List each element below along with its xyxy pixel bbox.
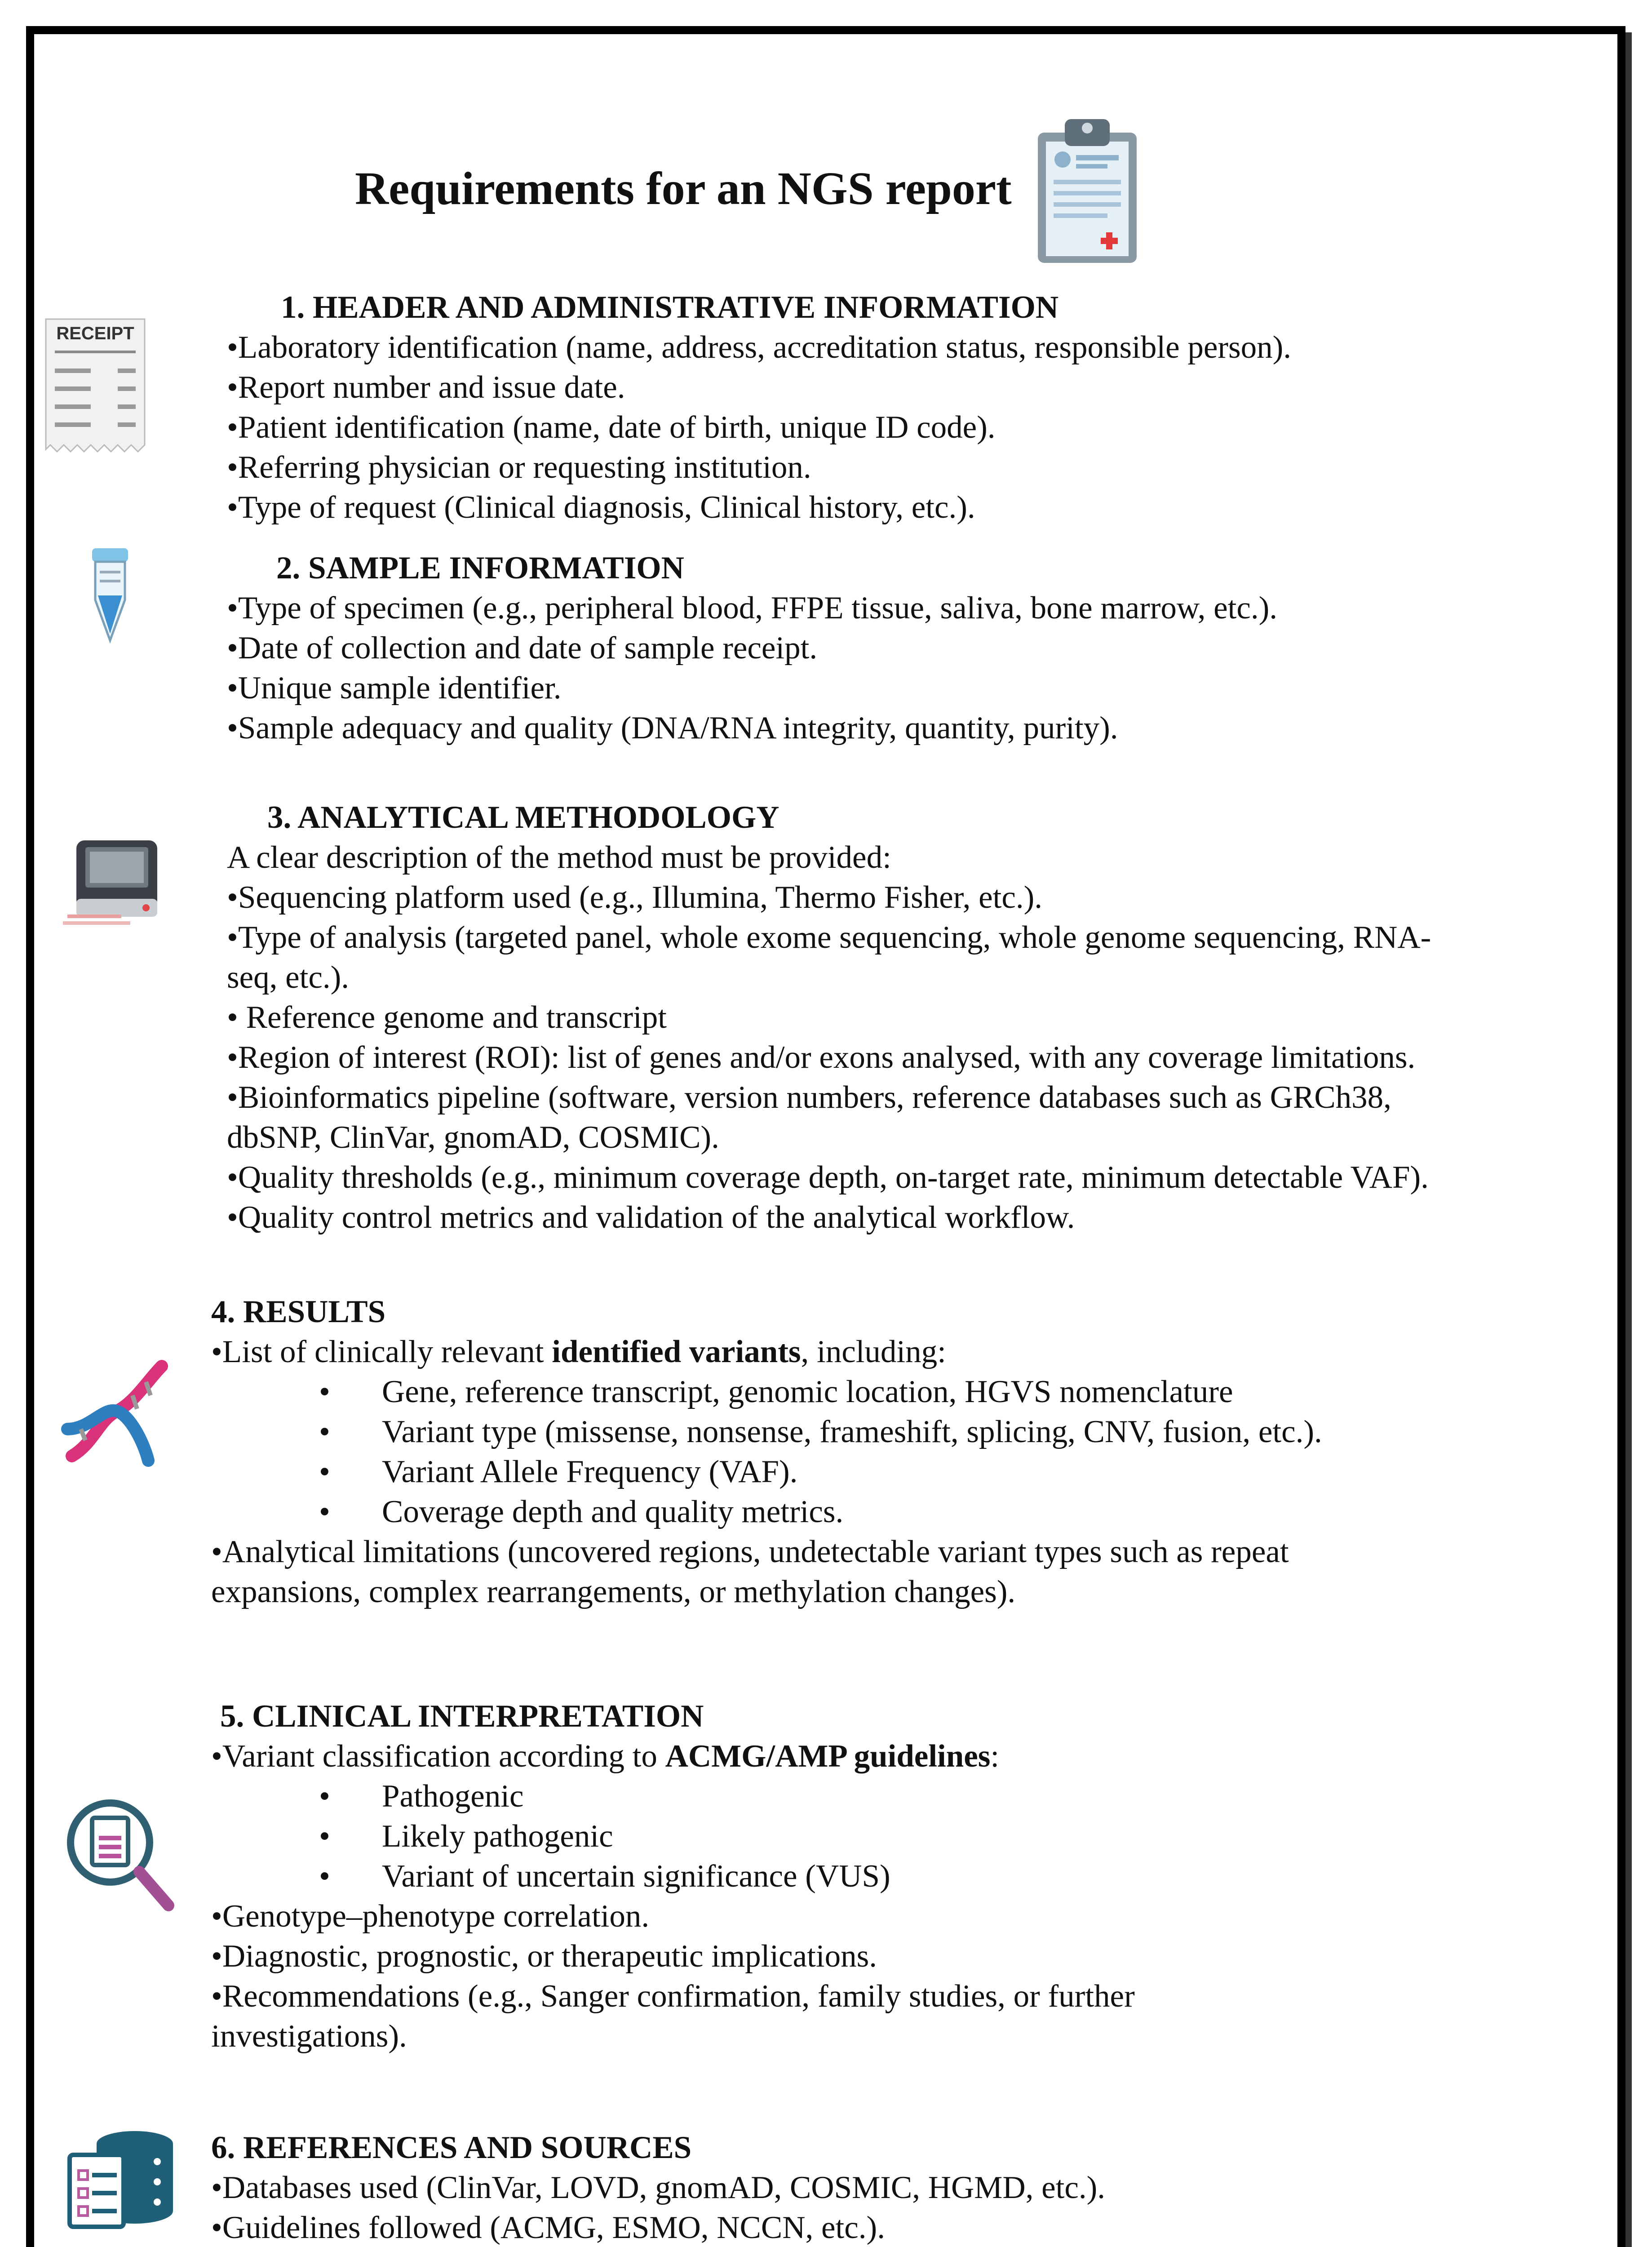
page-title: Requirements for an NGS report (355, 163, 1012, 214)
list-item: dbSNP, ClinVar, gnomAD, COSMIC). (227, 1120, 719, 1155)
list-item: •Report number and issue date. (227, 370, 625, 405)
list-item: • Variant Allele Frequency (VAF). (211, 1452, 1322, 1492)
list-item: • Reference genome and transcript (227, 1000, 667, 1035)
section-methodology (227, 798, 1431, 1238)
receipt-title: RECEIPT (56, 324, 134, 343)
section-5-title: 5. CLINICAL INTERPRETATION (220, 1699, 704, 1734)
sequencer-icon (63, 831, 171, 935)
list-item: • Coverage depth and quality metrics. (211, 1492, 1322, 1532)
interpretation-intro: •Variant classification according to ACMG/AMP guidelines: (211, 1739, 1000, 1774)
list-item: •Sample adequacy and quality (DNA/RNA integrity, quantity, purity). (227, 711, 1118, 746)
section-2-title: 2. SAMPLE INFORMATION (276, 551, 684, 586)
list-item: •Region of interest (ROI): list of genes and/or exons analysed, with any coverage limitations. (227, 1040, 1416, 1075)
list-item: • Pathogenic (211, 1776, 1135, 1816)
list-item: •Patient identification (name, date of birth, unique ID code). (227, 410, 996, 445)
list-item: • Variant of uncertain significance (VUS) (211, 1856, 1135, 1896)
list-item: •Analytical limitations (uncovered regions, undetectable variant types such as repeat (211, 1534, 1289, 1569)
list-item: seq, etc.). (227, 960, 350, 995)
list-item: • Gene, reference transcript, genomic location, HGVS nomenclature (211, 1372, 1322, 1412)
list-item: •Unique sample identifier. (227, 671, 562, 706)
results-intro: •List of clinically relevant identified variants, including: (211, 1334, 946, 1369)
list-item: • Likely pathogenic (211, 1816, 1135, 1856)
list-item: •Date of collection and date of sample receipt. (227, 631, 818, 666)
section-1-title: 1. HEADER AND ADMINISTRATIVE INFORMATION (281, 290, 1059, 325)
clipboard-icon (1029, 115, 1146, 267)
list-item: A clear description of the method must be provided: (227, 840, 891, 875)
receipt-icon (41, 315, 149, 454)
section-references (211, 2128, 1105, 2247)
list-item: •Recommendations (e.g., Sanger confirmation, family studies, or further (211, 1979, 1135, 2014)
list-item: •Bioinformatics pipeline (software, version numbers, reference databases such as GRCh38, (227, 1080, 1391, 1115)
section-4-title: 4. RESULTS (211, 1294, 386, 1329)
section-clinical-interpretation (211, 1696, 1135, 2056)
list-item: •Diagnostic, prognostic, or therapeutic implications. (211, 1939, 877, 1974)
section-6-title: 6. REFERENCES AND SOURCES (211, 2130, 692, 2165)
list-item: •Type of analysis (targeted panel, whole exome sequencing, whole genome sequencing, RNA- (227, 920, 1431, 955)
list-item: •Quality control metrics and validation of the analytical workflow. (227, 1200, 1075, 1235)
list-item: •Genotype–phenotype correlation. (211, 1899, 650, 1934)
list-item: •Type of specimen (e.g., peripheral blood, FFPE tissue, saliva, bone marrow, etc.). (227, 591, 1277, 626)
list-item: • Variant type (missense, nonsense, frameshift, splicing, CNV, fusion, etc.). (211, 1412, 1322, 1452)
dna-helix-icon (54, 1353, 175, 1474)
list-item: •Referring physician or requesting institution. (227, 450, 811, 485)
list-item: •Quality thresholds (e.g., minimum coverage depth, on-target rate, minimum detectable VAF). (227, 1160, 1429, 1195)
database-checklist-icon (67, 2126, 175, 2229)
list-item: expansions, complex rearrangements, or methylation changes). (211, 1574, 1016, 1609)
section-results (211, 1292, 1322, 1612)
section-3-title: 3. ANALYTICAL METHODOLOGY (267, 800, 779, 835)
list-item: •Laboratory identification (name, address, accreditation status, responsible person). (227, 330, 1292, 365)
sample-tube-icon (85, 546, 135, 645)
document-search-icon (65, 1793, 177, 1919)
list-item: •Type of request (Clinical diagnosis, Clinical history, etc.). (227, 490, 975, 525)
list-item: investigations). (211, 2019, 407, 2054)
section-sample-info (227, 548, 1277, 748)
list-item: •Guidelines followed (ACMG, ESMO, NCCN, etc.). (211, 2210, 885, 2245)
list-item: •Databases used (ClinVar, LOVD, gnomAD, COSMIC, HGMD, etc.). (211, 2170, 1106, 2205)
section-header-admin (227, 288, 1291, 528)
list-item: •Sequencing platform used (e.g., Illumina, Thermo Fisher, etc.). (227, 880, 1042, 915)
